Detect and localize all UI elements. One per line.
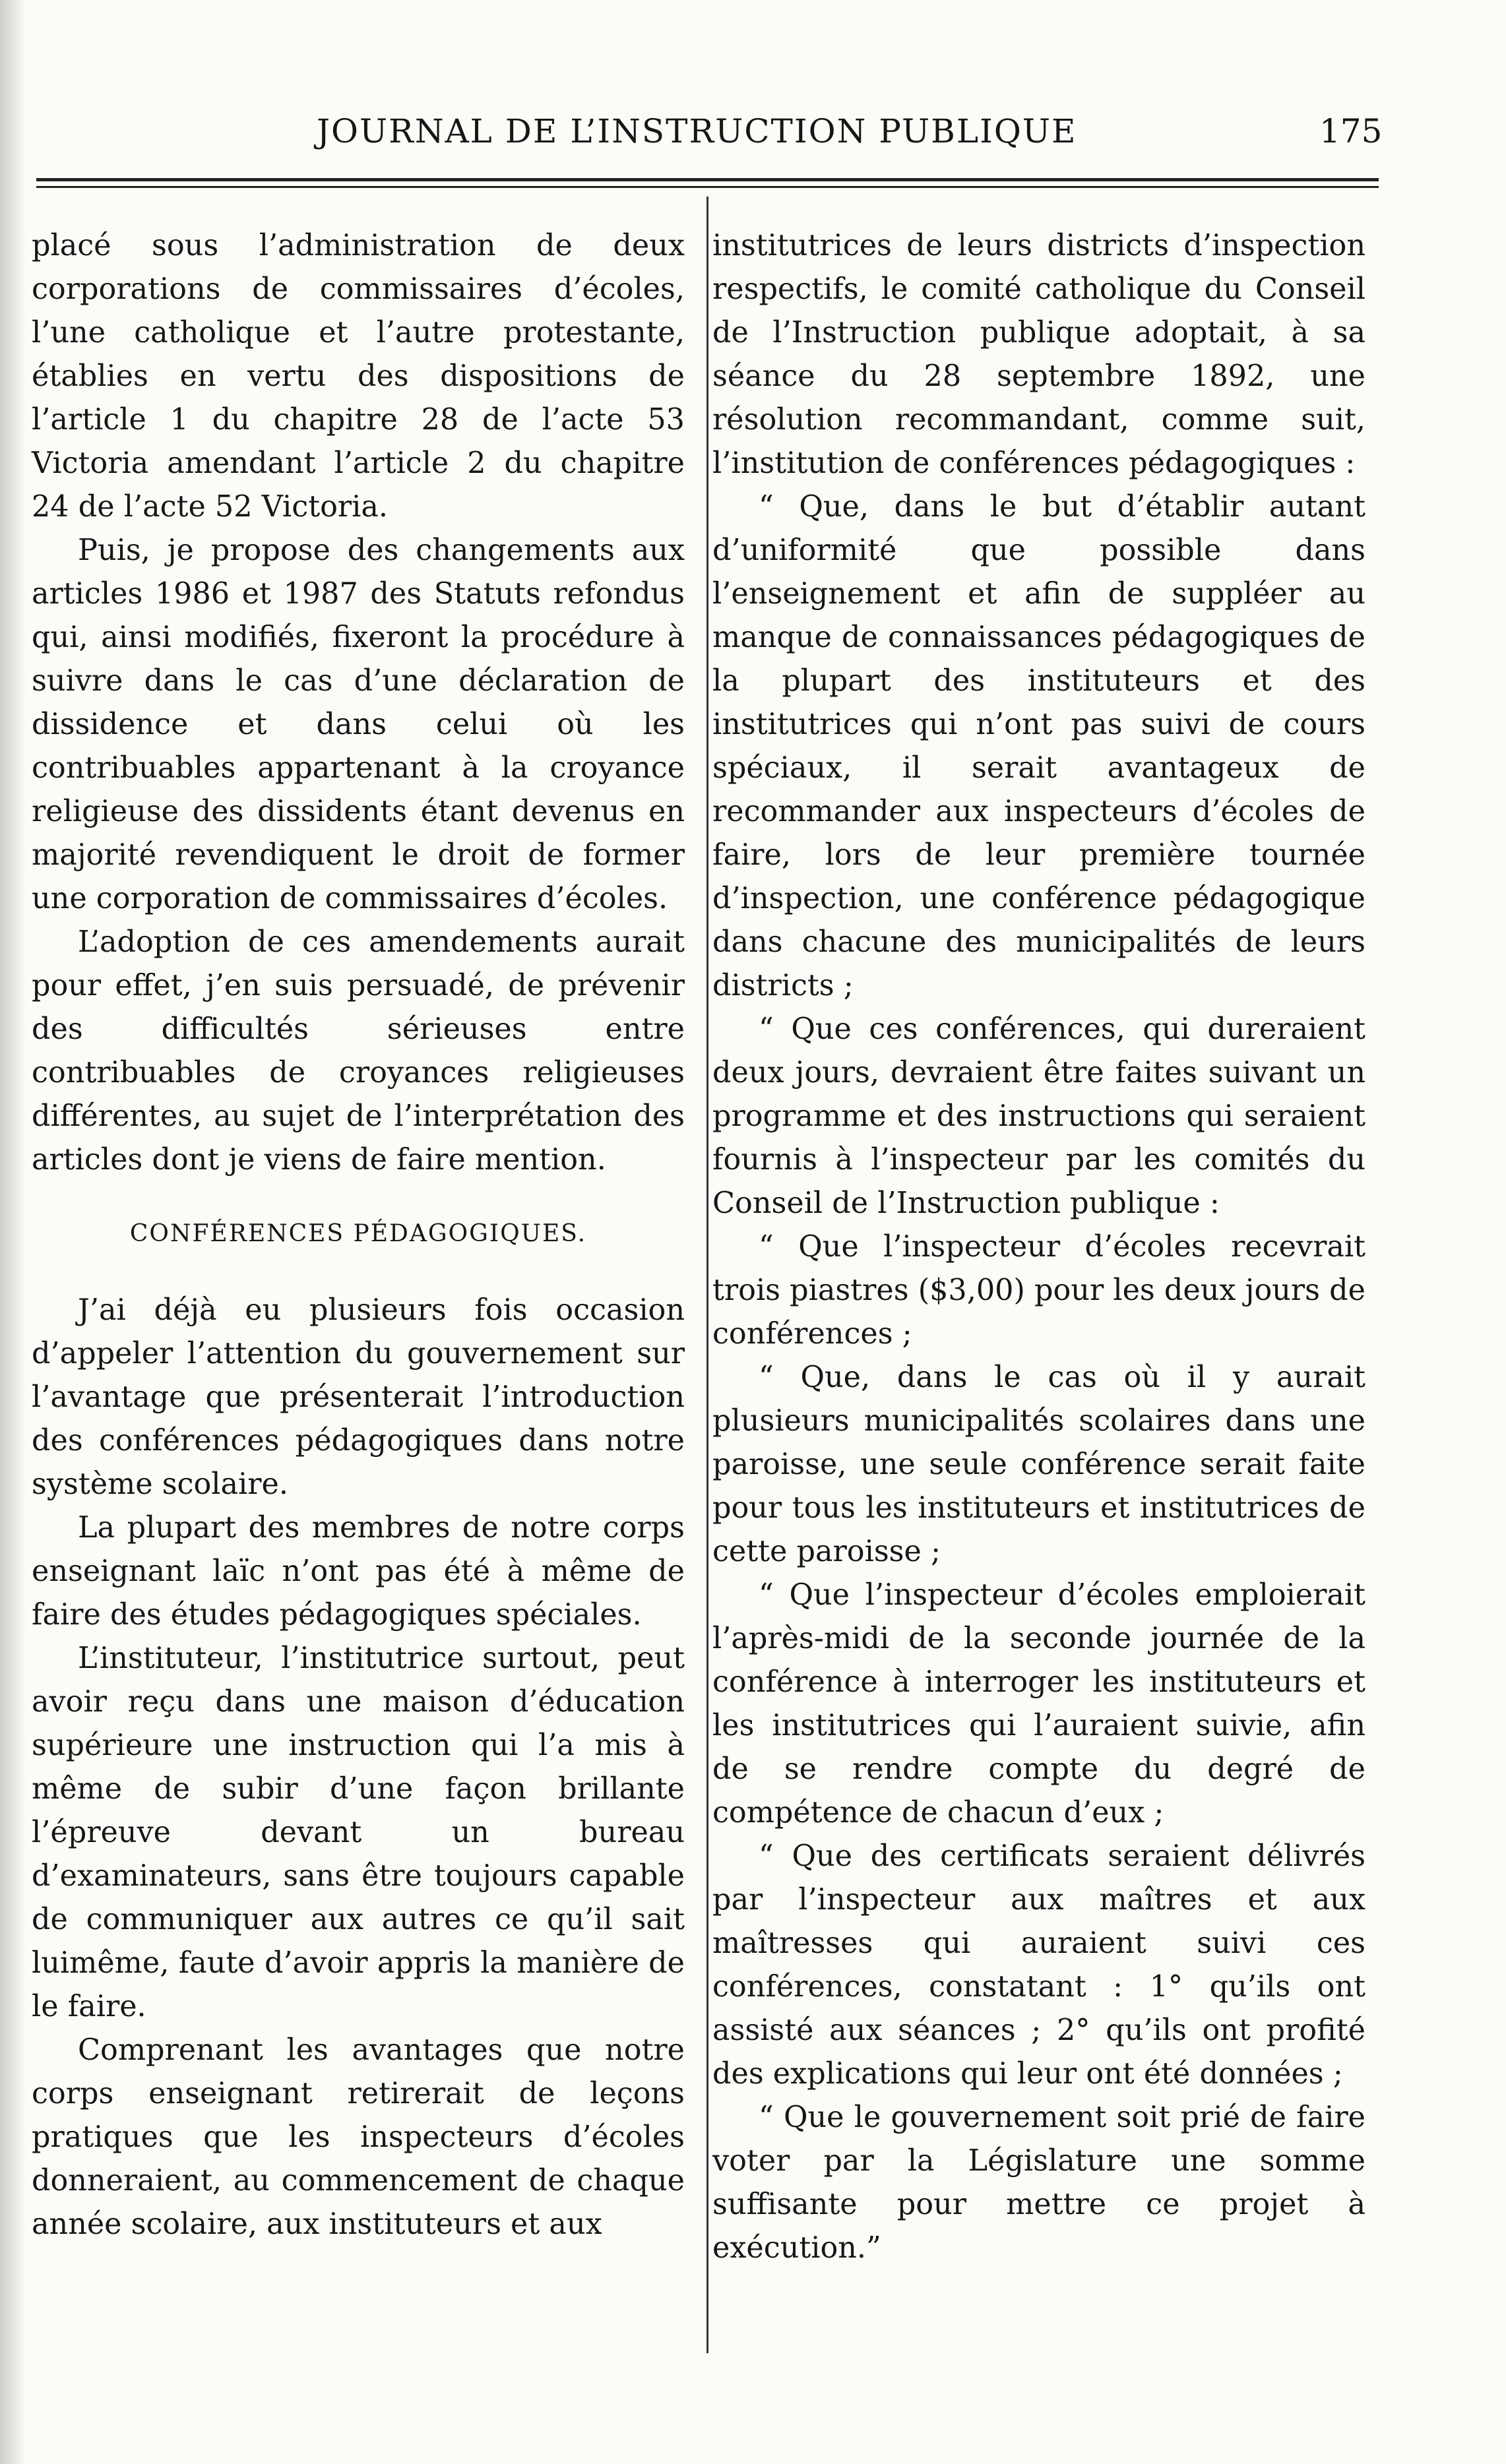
quoted-resolution: “ Que des certificats seraient délivrés par l’inspecteur aux maîtres et aux maîtresses qui auraient suivi ces conférences, constatant : 1° qu’ils ont assisté aux séances ; 2° qu’ils ont profité des explications qui leur ont été données ; [712,1839,1365,2091]
running-title: JOURNAL DE L’INSTRUCTION PUBLIQUE [317,112,1077,150]
paragraph: Comprenant les avantages que notre corps enseignant retirerait de leçons pratiques que les inspecteurs d’écoles donneraient, au commencement de chaque année scolaire, aux instituteurs et aux [32,2033,685,2241]
section-heading: CONFÉRENCES PÉDAGOGIQUES. [129,1220,587,1247]
paragraph: J’ai déjà eu plusieurs fois occasion d’appeler l’attention du gouvernement sur l’avantage que présenterait l’introduction des conférences pédagogiques dans notre système scolaire. [32,1293,685,1501]
quoted-resolution: “ Que, dans le cas où il y aurait plusieurs municipalités scolaires dans une paroisse, une seule conférence serait faite pour tous les instituteurs et institutrices de cette paroisse ; [712,1361,1365,1568]
quoted-resolution: “ Que le gouvernement soit prié de faire voter par la Législature une somme suffisante pour mettre ce projet à exécution.” [712,2101,1365,2265]
header-rule-thin [36,186,1379,188]
paragraph: L’instituteur, l’institutrice surtout, peut avoir reçu dans une maison d’éducation supérieure une instruction qui l’a mis à même de subir d’une façon brillante l’épreuve devant un bureau d’examinateurs, sans être toujours capable de communiquer aux autres ce qu’il sait luimême, faute d’avoir appris la manière de le faire. [32,1642,685,2023]
paragraph: institutrices de leurs districts d’inspection respectifs, le comité catholique du Conseil de l’Instruction publique adoptait, à sa séance du 28 septembre 1892, une résolution recommandant, comme suit, l’institution de conférences pédagogiques : [712,229,1365,480]
quoted-resolution: “ Que, dans le but d’établir autant d’uniformité que possible dans l’enseignement et afin de suppléer au manque de connaissances pédagogiques de la plupart des instituteurs et des institutrices qui n’ont pas suivi de cours spéciaux, il serait avantageux de recommander aux inspecteurs d’écoles de faire, lors de leur première tournée d’inspection, une conférence pédagogique dans chacune des municipalités de leurs districts ; [712,490,1365,1002]
header-rule-thick [36,178,1379,181]
paragraph: L’adoption de ces amendements aurait pour effet, j’en suis persuadé, de prévenir des difficultés sérieuses entre contribuables de croyances religieuses différentes, au sujet de l’interprétation des articles dont je viens de faire mention. [32,925,685,1177]
quoted-resolution: “ Que l’inspecteur d’écoles emploierait l’après-midi de la seconde journée de la conférence à interroger les instituteurs et les institutrices qui l’auraient suivie, afin de se rendre compte du degré de compétence de chacun d’eux ; [712,1578,1365,1830]
paragraph: La plupart des membres de notre corps enseignant laïc n’ont pas été à même de faire des études pédagogiques spéciales. [32,1511,685,1632]
paragraph: Puis, je propose des changements aux articles 1986 et 1987 des Statuts refondus qui, ainsi modifiés, fixeront la procédure à suivre dans le cas d’une déclaration de dissidence et dans celui où les contribuables appartenant à la croyance religieuse des dissidents étant devenus en majorité revendiquent le droit de former une corporation de commissaires d’écoles. [32,534,685,915]
right-column [712,224,1365,2270]
quoted-resolution: “ Que ces conférences, qui dureraient deux jours, devraient être faites suivant un programme et des instructions qui seraient fournis à l’inspecteur par les comités du Conseil de l’Instruction publique : [712,1012,1365,1220]
paragraph: placé sous l’administration de deux corporations de commissaires d’écoles, l’une catholique et l’autre protestante, établies en vertu des dispositions de l’article 1 du chapitre 28 de l’acte 53 Victoria amendant l’article 2 du chapitre 24 de l’acte 52 Victoria. [32,229,685,524]
page-number: 175 [1319,112,1383,150]
quoted-resolution: “ Que l’inspecteur d’écoles recevrait trois piastres ($3,00) pour les deux jours de conférences ; [712,1230,1365,1351]
running-header [26,112,1412,165]
scan-edge-shadow [0,0,26,2464]
left-column [32,224,685,2246]
column-divider [706,197,708,2353]
